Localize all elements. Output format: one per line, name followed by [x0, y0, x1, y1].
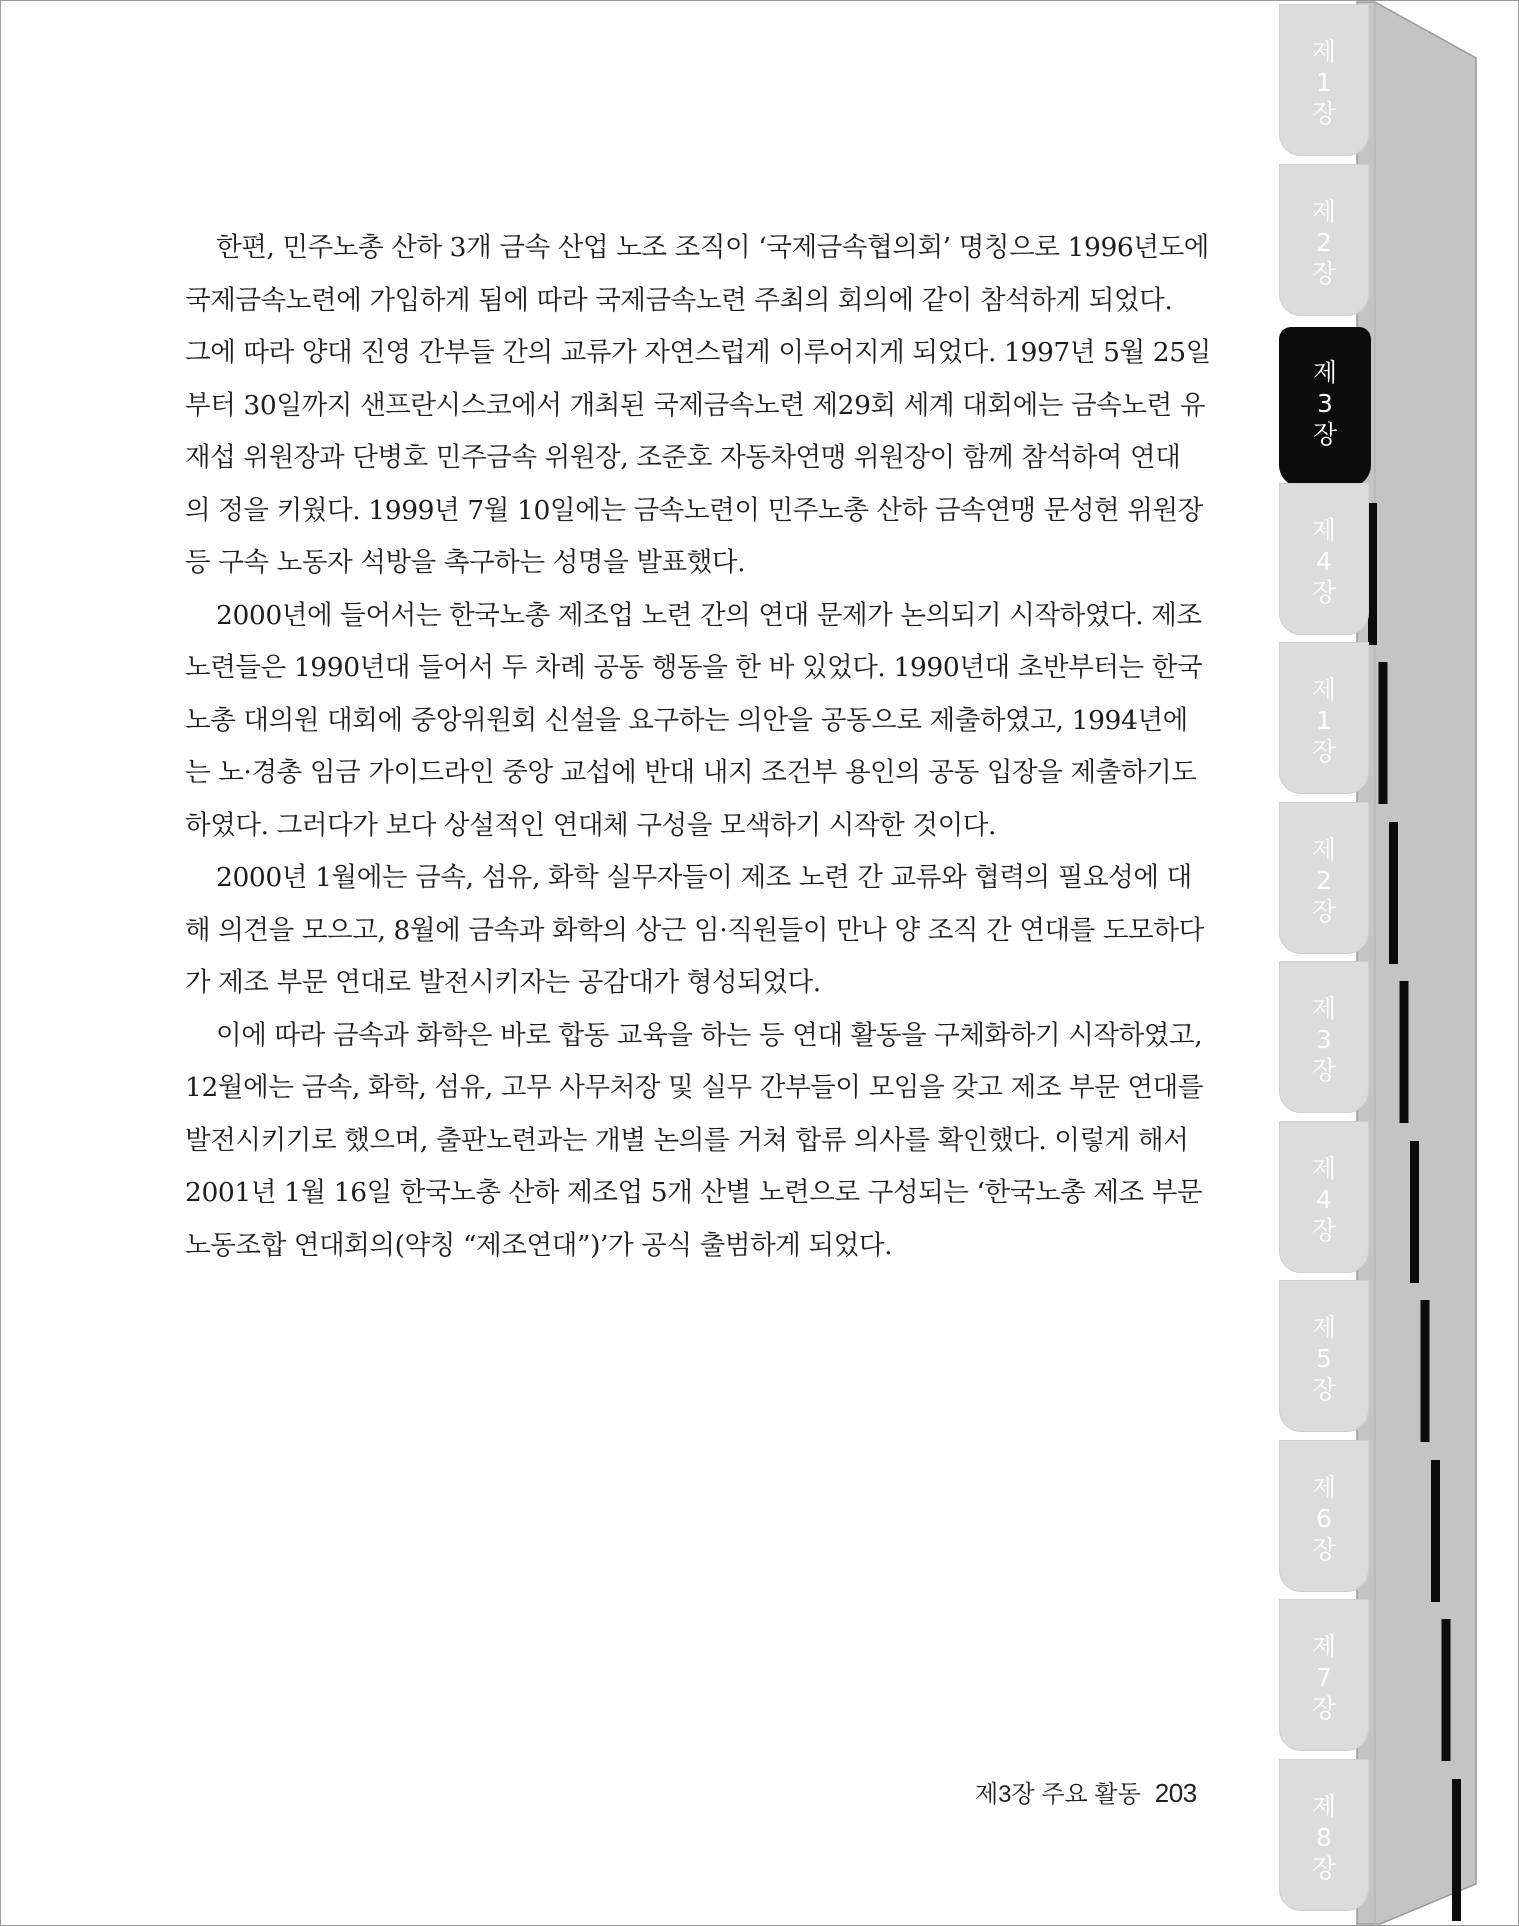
chapter-tab-label: 장 — [1311, 897, 1337, 926]
text-line: 2000년 1월에는 금속, 섬유, 화학 실무자들이 제조 노련 간 교류와 협력의 필요성에 대 — [216, 862, 1192, 893]
text-line: 가 제조 부문 연대로 발전시키자는 공감대가 형성되었다. — [185, 967, 821, 998]
chapter-tab[interactable] — [1279, 1121, 1369, 1273]
text-line: 2001년 1월 16일 한국노총 산하 제조업 5개 산별 노련으로 구성되는 ‘한국노총 제조 부문 — [185, 1177, 1203, 1208]
chapter-tab-label: 제 — [1311, 197, 1337, 226]
text-line: 12월에는 금속, 화학, 섬유, 고무 사무처장 및 실무 간부들이 모임을 갖고 제조 부문 연대를 — [185, 1072, 1204, 1103]
chapter-tab[interactable] — [1279, 642, 1369, 794]
text-line: 하였다. 그러다가 보다 상설적인 연대체 구성을 모색하기 시작한 것이다. — [185, 809, 997, 841]
chapter-tab[interactable] — [1279, 1599, 1369, 1751]
text-line: 노련들은 1990년대 들어서 두 차례 공동 행동을 한 바 있었다. 1990년대 초반부터는 한국 — [185, 652, 1203, 683]
chapter-tab[interactable] — [1279, 327, 1371, 487]
text-line: 한편, 민주노총 산하 3개 금속 산업 노조 조직이 ‘국제금속협의회’ 명칭으로 1996년도에 — [216, 232, 1209, 263]
chapter-tab[interactable] — [1279, 1440, 1369, 1592]
chapter-tab[interactable] — [1279, 1759, 1369, 1911]
paragraph-1 — [185, 222, 1211, 590]
chapter-tab[interactable] — [1279, 802, 1369, 954]
paragraph-3 — [185, 852, 1204, 1010]
chapter-tab-label: 제 — [1311, 835, 1337, 864]
chapter-tab-label: 4 — [1316, 1185, 1332, 1214]
text-line: 국제금속노련에 가입하게 됨에 따라 국제금속노련 주최의 회의에 같이 참석하게 되었다. — [185, 284, 1173, 316]
chapter-tab-label: 장 — [1311, 1056, 1337, 1085]
chapter-tab-label: 장 — [1311, 1375, 1337, 1404]
chapter-tab-label: 3 — [1316, 1025, 1332, 1054]
text-line: 노총 대의원 대회에 중앙위원회 신설을 요구하는 의안을 공동으로 제출하였고, 1994년에 — [185, 704, 1188, 736]
text-line: 등 구속 노동자 석방을 촉구하는 성명을 발표했다. — [185, 547, 746, 578]
chapter-tab-label: 2 — [1316, 866, 1332, 895]
chapter-tab[interactable] — [1279, 4, 1369, 156]
chapter-tab-label: 장 — [1311, 578, 1337, 607]
chapter-tab-label: 장 — [1311, 1216, 1337, 1245]
chapter-tab-label: 3 — [1317, 389, 1333, 418]
text-line: 해 의견을 모으고, 8월에 금속과 화학의 상근 임·직원들이 만나 양 조직 간 연대를 도모하다 — [185, 914, 1204, 946]
chapter-tab-label: 제 — [1312, 358, 1338, 387]
paragraph-2 — [185, 590, 1203, 853]
text-line: 는 노·경총 임금 가이드라인 중앙 교섭에 반대 내지 조건부 용인의 공동 입장을 제출하기도 — [185, 757, 1197, 788]
chapter-tab[interactable] — [1279, 483, 1369, 635]
page-number: 203 — [1154, 1778, 1197, 1808]
chapter-tab-label: 7 — [1316, 1663, 1332, 1692]
chapter-tab-label: 제 — [1311, 1792, 1337, 1821]
chapter-tab-label: 제 — [1311, 1632, 1337, 1661]
chapter-tab-label: 1 — [1316, 68, 1332, 97]
chapter-tab-label: 8 — [1316, 1823, 1332, 1852]
body-text — [185, 222, 1211, 1272]
text-line: 그에 따라 양대 진영 간부들 간의 교류가 자연스럽게 이루어지게 되었다. 1997년 5월 25일 — [185, 337, 1211, 368]
running-footer-section: 제3장 주요 활동 — [975, 1781, 1141, 1808]
chapter-tab-label: 제 — [1311, 1473, 1337, 1502]
chapter-tab-label: 6 — [1316, 1504, 1332, 1533]
text-line: 재섭 위원장과 단병호 민주금속 위원장, 조준호 자동차연맹 위원장이 함께 참석하여 연대 — [185, 442, 1181, 473]
chapter-tab-label: 2 — [1316, 228, 1332, 257]
text-line: 노동조합 연대회의(약칭 “제조연대”)’가 공식 출범하게 되었다. — [185, 1229, 893, 1261]
chapter-tab-label: 장 — [1311, 259, 1337, 288]
chapter-tab-label: 제 — [1311, 675, 1337, 704]
chapter-tab-label: 제 — [1311, 516, 1337, 545]
chapter-tab-label: 1 — [1316, 706, 1332, 735]
text-line: 발전시키기로 했으며, 출판노련과는 개별 논의를 거쳐 합류 의사를 확인했다. 이렇게 해서 — [185, 1124, 1189, 1156]
chapter-tab-label: 제 — [1311, 37, 1337, 66]
chapter-tab-label: 장 — [1311, 1694, 1337, 1723]
text-line: 2000년에 들어서는 한국노총 제조업 노련 간의 연대 문제가 논의되기 시작하였다. 제조 — [216, 599, 1202, 631]
chapter-tab-label: 장 — [1311, 99, 1337, 128]
chapter-tab-label: 제 — [1311, 1154, 1337, 1183]
chapter-tab-label: 장 — [1311, 737, 1337, 766]
page-footer — [975, 1774, 1197, 1809]
chapter-tab[interactable] — [1279, 164, 1369, 316]
text-line: 의 정을 키웠다. 1999년 7월 10일에는 금속노련이 민주노총 산하 금속연맹 문성현 위원장 — [185, 494, 1203, 526]
chapter-tab-label: 4 — [1316, 547, 1332, 576]
chapter-tab-label: 장 — [1311, 1535, 1337, 1564]
chapter-tab-label: 장 — [1312, 420, 1338, 449]
chapter-tab-label: 제 — [1311, 994, 1337, 1023]
chapter-tab-label: 제 — [1311, 1313, 1337, 1342]
chapter-tab-label: 5 — [1316, 1344, 1332, 1373]
text-line: 이에 따라 금속과 화학은 바로 합동 교육을 하는 등 연대 활동을 구체화하기 시작하였고, — [216, 1019, 1203, 1051]
chapter-tab[interactable] — [1279, 1280, 1369, 1432]
paragraph-4 — [185, 1010, 1204, 1273]
chapter-tab[interactable] — [1279, 961, 1369, 1113]
chapter-tab-label: 장 — [1311, 1854, 1337, 1883]
text-line: 부터 30일까지 샌프란시스코에서 개최된 국제금속노련 제29회 세계 대회에는 금속노련 유 — [185, 389, 1206, 421]
